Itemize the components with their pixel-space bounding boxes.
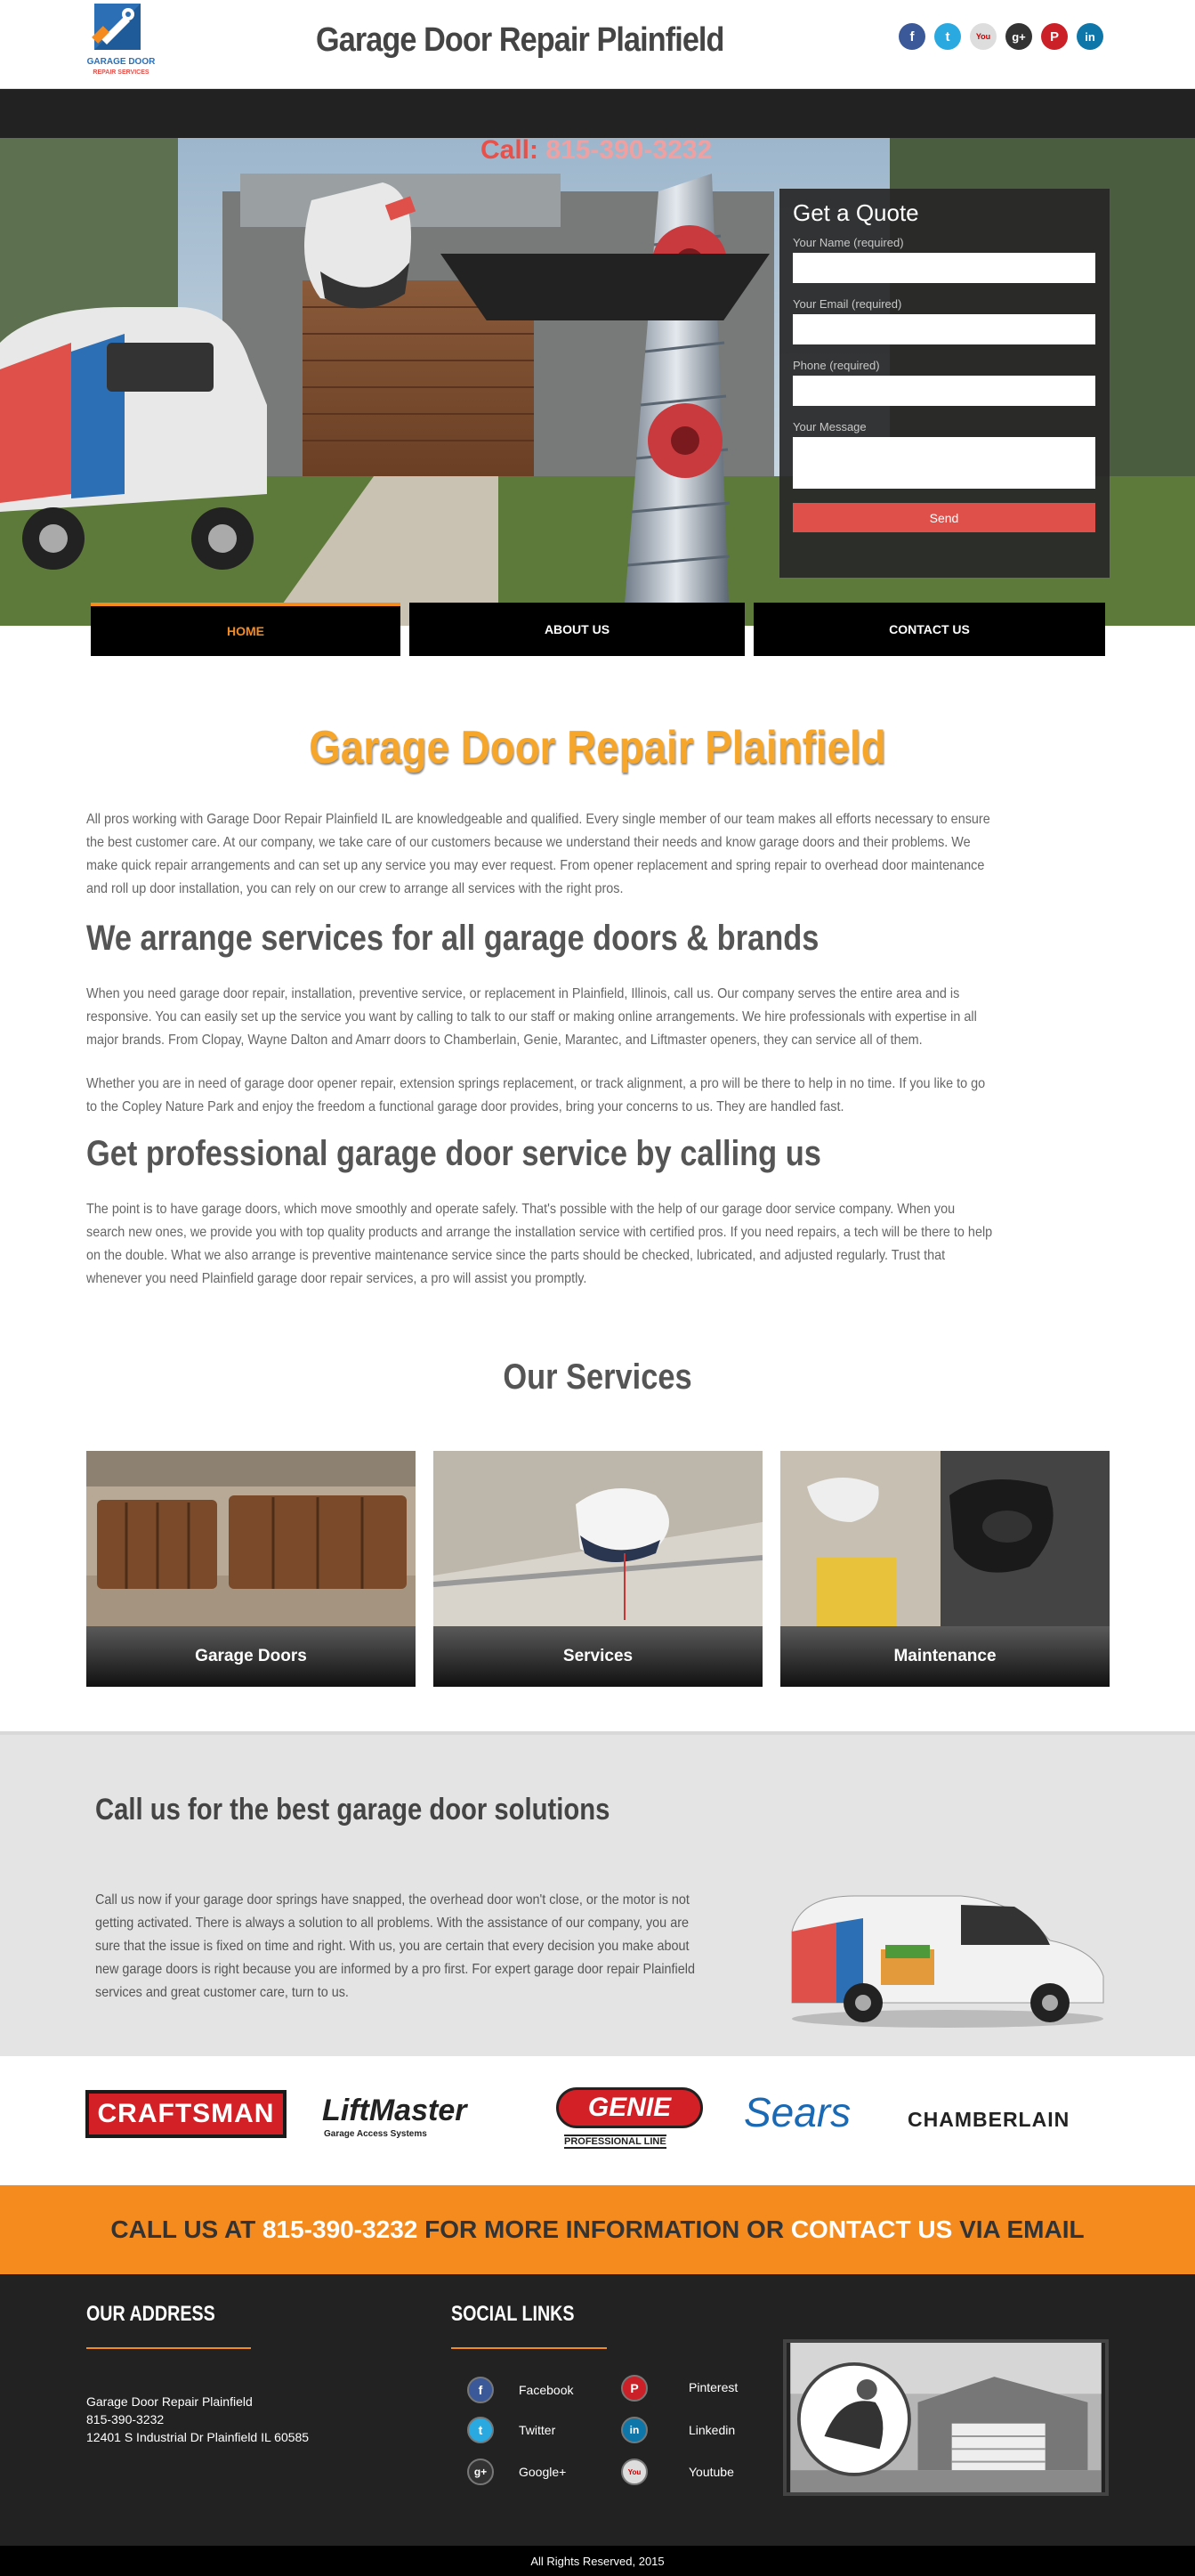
page-title: Garage Door Repair Plainfield <box>309 722 886 774</box>
banner-contact-link[interactable]: CONTACT US <box>790 2216 953 2243</box>
address-name: Garage Door Repair Plainfield <box>86 2394 253 2409</box>
genie-logo: GENIE <box>556 2087 703 2128</box>
email-field[interactable] <box>793 314 1095 344</box>
footer-linkedin-link[interactable]: Linkedin <box>689 2423 736 2437</box>
top-bar <box>0 89 1195 138</box>
twitter-icon[interactable]: t <box>934 23 961 50</box>
pinterest-icon[interactable]: P <box>621 2375 648 2402</box>
footer-google-link[interactable]: Google+ <box>519 2465 567 2479</box>
service-van-image <box>783 1860 1112 2029</box>
service-card-label: Garage Doors <box>86 1626 416 1687</box>
site-title: Garage Door Repair Plainfield <box>316 21 724 59</box>
service-card-services[interactable] <box>433 1451 763 1687</box>
garage-doors-image <box>86 1451 416 1626</box>
services-title: Our Services <box>503 1357 692 1397</box>
footer-youtube-link[interactable]: Youtube <box>689 2465 734 2479</box>
banner-text-3: VIA EMAIL <box>959 2216 1085 2243</box>
pinterest-icon[interactable]: P <box>1041 23 1068 50</box>
brands-strip <box>0 2056 1195 2185</box>
address-street: 12401 S Industrial Dr Plainfield IL 60585 <box>86 2430 310 2444</box>
springs-paragraph: Whether you are in need of garage door opener repair, extension springs replacement, or track alignment, a pro will be there to help in no time. If you like to go to the Copley Nature Park and enjoy the freedom a functional garage door provides, bring your concerns to us. They are handled fast. <box>86 1076 986 1114</box>
maintenance-image <box>780 1451 1110 1626</box>
footer-house-image <box>783 2339 1109 2496</box>
facebook-icon[interactable]: f <box>899 23 925 50</box>
google-plus-icon[interactable]: g+ <box>1005 23 1032 50</box>
facebook-icon[interactable]: f <box>467 2377 494 2403</box>
liftmaster-logo: LiftMaster <box>322 2094 467 2127</box>
address-divider <box>86 2347 251 2349</box>
quote-form-title: Get a Quote <box>793 199 919 226</box>
footer-facebook-link[interactable]: Facebook <box>519 2383 574 2397</box>
nav-contact[interactable]: CONTACT US <box>754 603 1105 656</box>
message-field[interactable] <box>793 437 1095 489</box>
craftsman-logo: CRAFTSMAN <box>85 2090 287 2138</box>
send-button[interactable]: Send <box>793 503 1095 532</box>
social-heading: SOCIAL LINKS <box>451 2302 575 2326</box>
hero-phone[interactable]: 815-390-3232 <box>545 135 713 165</box>
phone-field[interactable] <box>793 376 1095 406</box>
hero-call[interactable] <box>480 135 712 166</box>
sears-logo: Sears <box>744 2089 852 2135</box>
brands-paragraph: When you need garage door repair, installation, preventive service, or replacement in Plainfield, Illinois, call us. Our company serves the entire area and is responsive. You can easily set up the service you want by calling to talk to our staff or making online arrangements. We hire professionals with expertise in all major brands. From Clopay, Wayne Dalton and Amarr doors to Chamberlain, Genie, Marantec, and Liftmaster openers, they can service all of them. <box>86 986 977 1048</box>
copyright: All Rights Reserved, 2015 <box>0 2546 1195 2576</box>
service-card-maintenance[interactable] <box>780 1451 1110 1687</box>
service-card-garage-doors[interactable] <box>86 1451 416 1687</box>
service-card-label: Services <box>433 1626 763 1687</box>
cta-text: Call us now if your garage door springs have snapped, the overhead door won't close, or the motor is not getting activated. There is always a solution to all problems. With the assistance of our company, you are sure that the issue is fixed on time and right. With us, you are certain that every decision you make about new garage doors is right because you are informed by a pro first. For expert garage door repair Plainfield services and great customer care, turn to us. <box>95 1892 695 2000</box>
email-label: Your Email (required) <box>793 297 902 311</box>
section-heading-brands: We arrange services for all garage doors & brands <box>86 919 820 958</box>
banner-text-2: FOR MORE INFORMATION OR <box>424 2216 785 2243</box>
chamberlain-logo: CHAMBERLAIN <box>908 2108 1070 2131</box>
footer-twitter-link[interactable]: Twitter <box>519 2423 556 2437</box>
liftmaster-tagline: Garage Access Systems <box>324 2129 427 2139</box>
intro-paragraph: All pros working with Garage Door Repair Plainfield IL are knowledgeable and qualified. Every single member of our team makes all efforts necessary to ensure the best customer care. At our company, we take care of our customers because we understand their needs and know garage doors and their problems. We make quick repair arrangements and can set up any service you may ever request. From opener replacement and spring repair to overhead door maintenance and roll up door installation, you can rely on our crew to arrange all services with the right pros. <box>86 812 990 896</box>
site-header <box>0 0 1195 89</box>
phone-label: Phone (required) <box>793 359 880 372</box>
contact-banner <box>0 2185 1195 2274</box>
nav-home[interactable]: HOME <box>91 603 400 656</box>
youtube-icon[interactable]: You <box>970 23 997 50</box>
services-image <box>433 1451 763 1626</box>
cta-title: Call us for the best garage door solutions <box>95 1793 610 1827</box>
section-heading-service: Get professional garage door service by calling us <box>86 1134 821 1173</box>
call-label: Call: <box>480 135 539 165</box>
service-card-label: Maintenance <box>780 1626 1110 1687</box>
genie-tagline: PROFESSIONAL LINE <box>564 2136 666 2147</box>
footer-pinterest-link[interactable]: Pinterest <box>689 2380 739 2394</box>
service-paragraph: The point is to have garage doors, which move smoothly and operate safely. That's possible with the help of our garage door service company. When you search new ones, we provide you with top quality products and arrange the installation service with certified pros. If you need repairs, a tech will be there to help on the double. What we also arrange is preventive maintenance service since the parts should be checked, lubricated, and adjusted regularly. Trust that whenever you need Plainfield garage door repair services, a pro will assist you promptly. <box>86 1202 993 1286</box>
name-field[interactable] <box>793 253 1095 283</box>
google-plus-icon[interactable]: g+ <box>467 2459 494 2485</box>
address-heading: OUR ADDRESS <box>86 2302 215 2326</box>
address-phone[interactable]: 815-390-3232 <box>86 2412 165 2426</box>
twitter-icon[interactable]: t <box>467 2417 494 2443</box>
linkedin-icon[interactable]: in <box>1077 23 1103 50</box>
logo-text: GARAGE DOOR <box>86 57 156 67</box>
linkedin-icon[interactable]: in <box>621 2417 648 2443</box>
social-divider <box>451 2347 607 2349</box>
name-label: Your Name (required) <box>793 236 904 249</box>
logo-subtext: REPAIR SERVICES <box>93 69 149 76</box>
quote-form <box>779 189 1110 578</box>
message-label: Your Message <box>793 420 867 433</box>
call-box <box>440 254 770 320</box>
banner-phone[interactable]: 815-390-3232 <box>262 2216 418 2243</box>
banner-text-1: CALL US AT <box>110 2216 256 2243</box>
nav-about[interactable]: ABOUT US <box>409 603 745 656</box>
youtube-icon[interactable]: You <box>621 2459 648 2485</box>
site-logo[interactable] <box>85 4 157 85</box>
